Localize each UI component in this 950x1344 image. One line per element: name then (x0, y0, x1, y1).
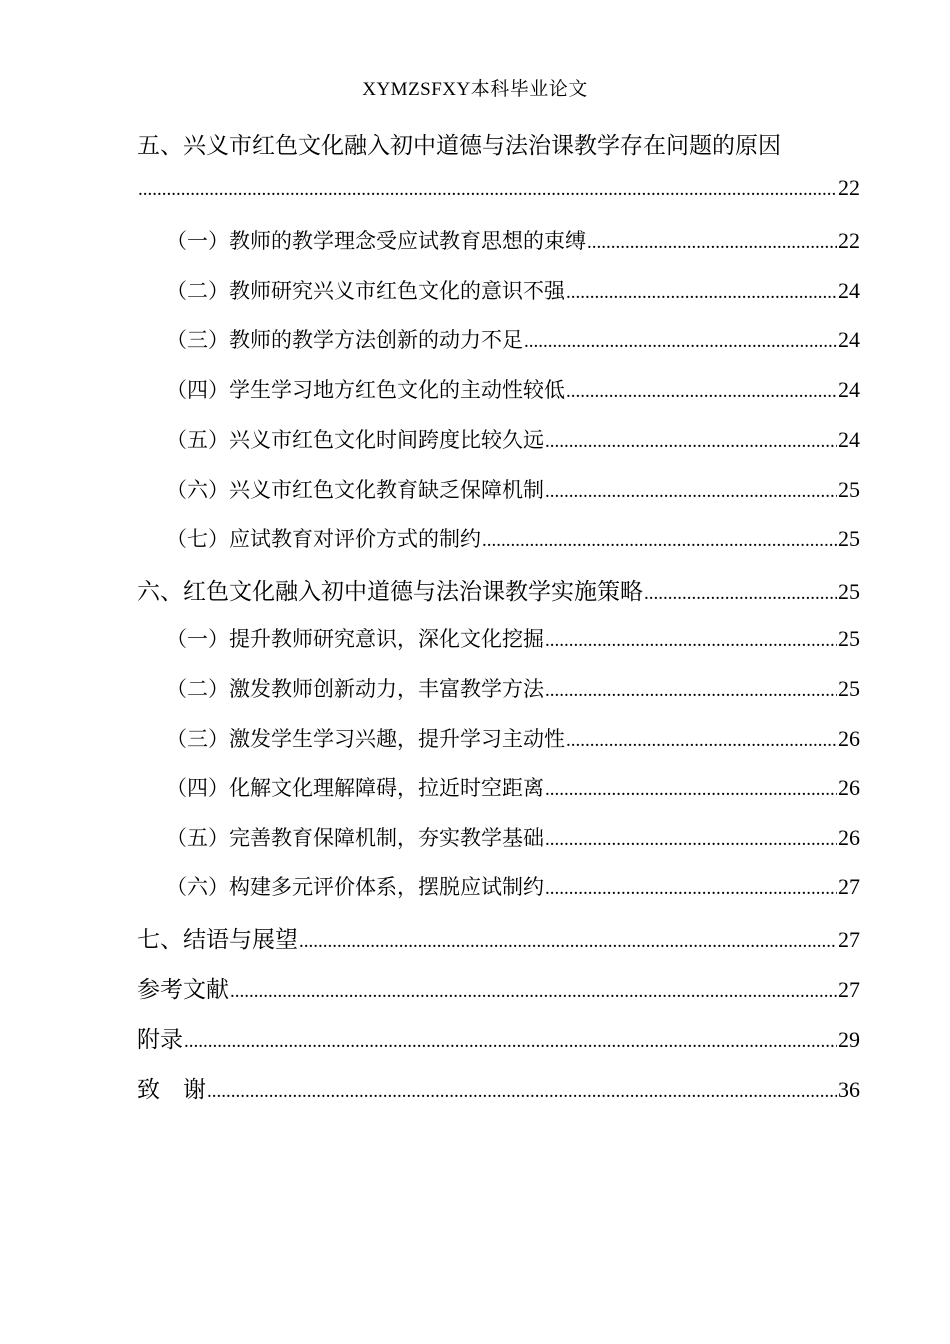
toc-entry-title: （四）化解文化理解障碍，拉近时空距离 (166, 776, 544, 800)
toc-entry-title: （七）应试教育对评价方式的制约 (166, 527, 481, 551)
toc-leader-dots (230, 981, 837, 1003)
toc-entry-title: （二）激发教师创新动力，丰富教学方法 (166, 677, 544, 701)
toc-entry-page: 24 (838, 327, 860, 352)
toc-entry-title: （六）兴义市红色文化教育缺乏保障机制 (166, 478, 544, 502)
toc-entry-chapter-5[interactable] (137, 127, 860, 157)
toc-entry-page: 27 (838, 874, 860, 899)
toc-entry-page: 25 (838, 477, 860, 502)
toc-entry-title: （一）教师的教学理念受应试教育思想的束缚 (166, 229, 586, 253)
toc-entry-page: 27 (838, 927, 860, 952)
toc-entry-title: （三）教师的教学方法创新的动力不足 (166, 328, 523, 352)
toc-leader-dots (545, 779, 837, 801)
toc-entry-page: 25 (838, 579, 860, 604)
toc-leader-dots (587, 232, 837, 254)
toc-leader-dots (545, 680, 837, 702)
toc-entry-title: 附录 (137, 1027, 183, 1053)
toc-entry-chapter-7[interactable] (137, 921, 860, 951)
toc-entry-6-5[interactable] (166, 822, 860, 852)
toc-entry-page: 36 (838, 1077, 860, 1102)
toc-entry-6-6[interactable] (166, 871, 860, 901)
toc-entry-5-4[interactable] (166, 374, 860, 404)
toc-leader-dots (545, 481, 837, 503)
toc-entry-5-3[interactable] (166, 324, 860, 354)
toc-entry-page: 24 (838, 427, 860, 452)
toc-entry-page: 27 (838, 977, 860, 1002)
toc-entry-page: 24 (838, 278, 860, 303)
toc-leader-dots (644, 583, 837, 605)
page-header: XYMZSFXY本科毕业论文 (362, 79, 588, 100)
toc-entry-title: 六、红色文化融入初中道德与法治课教学实施策略 (137, 579, 643, 605)
toc-entry-title: 参考文献 (137, 977, 229, 1003)
toc-entry-references[interactable] (137, 971, 860, 1001)
toc-entry-5-1[interactable] (166, 225, 860, 255)
toc-entry-page: 26 (838, 825, 860, 850)
toc-entry-title: 五、兴义市红色文化融入初中道德与法治课教学存在问题的原因 (137, 133, 781, 159)
toc-leader-dots (207, 1081, 837, 1103)
toc-entry-page: 26 (838, 726, 860, 751)
toc-entry-title: （四）学生学习地方红色文化的主动性较低 (166, 378, 565, 402)
toc-entry-page: 24 (838, 377, 860, 402)
toc-entry-chapter-5-leader[interactable] (137, 175, 860, 205)
toc-leader-dots (566, 730, 837, 752)
toc-entry-chapter-6[interactable] (137, 573, 860, 603)
toc-entry-6-2[interactable] (166, 673, 860, 703)
toc-entry-page: 22 (838, 228, 860, 253)
toc-entry-5-5[interactable] (166, 424, 860, 454)
toc-entry-page: 29 (838, 1027, 860, 1052)
toc-entry-page: 25 (838, 526, 860, 551)
toc-entry-title: 七、结语与展望 (137, 927, 298, 953)
toc-leader-dots (545, 630, 837, 652)
toc-entry-appendix[interactable] (137, 1021, 860, 1051)
toc-entry-title: （五）兴义市红色文化时间跨度比较久远 (166, 428, 544, 452)
toc-entry-title: （二）教师研究兴义市红色文化的意识不强 (166, 279, 565, 303)
toc-leader-dots (545, 829, 837, 851)
toc-leader-dots (184, 1031, 837, 1053)
toc-entry-page: 22 (838, 175, 860, 200)
toc-leader-dots (566, 381, 837, 403)
toc-leader-dots (138, 179, 837, 201)
toc-entry-6-4[interactable] (166, 772, 860, 802)
toc-entry-title: （五）完善教育保障机制，夯实教学基础 (166, 826, 544, 850)
toc-entry-5-6[interactable] (166, 474, 860, 504)
toc-leader-dots (545, 878, 837, 900)
toc-entry-title: （六）构建多元评价体系，摆脱应试制约 (166, 875, 544, 899)
toc-entry-5-2[interactable] (166, 275, 860, 305)
toc-entry-acknowledgements[interactable] (137, 1071, 860, 1101)
toc-leader-dots (545, 431, 837, 453)
toc-entry-page: 25 (838, 676, 860, 701)
toc-entry-5-7[interactable] (166, 523, 860, 553)
toc-entry-6-3[interactable] (166, 723, 860, 753)
toc-leader-dots (566, 282, 837, 304)
toc-entry-title: 致 谢 (137, 1077, 206, 1103)
toc-entry-6-1[interactable] (166, 623, 860, 653)
toc-entry-page: 25 (838, 626, 860, 651)
toc-leader-dots (299, 931, 837, 953)
toc-leader-dots (482, 530, 837, 552)
toc-leader-dots (524, 331, 837, 353)
toc-entry-page: 26 (838, 775, 860, 800)
toc-entry-title: （三）激发学生学习兴趣，提升学习主动性 (166, 727, 565, 751)
toc-entry-title: （一）提升教师研究意识，深化文化挖掘 (166, 627, 544, 651)
